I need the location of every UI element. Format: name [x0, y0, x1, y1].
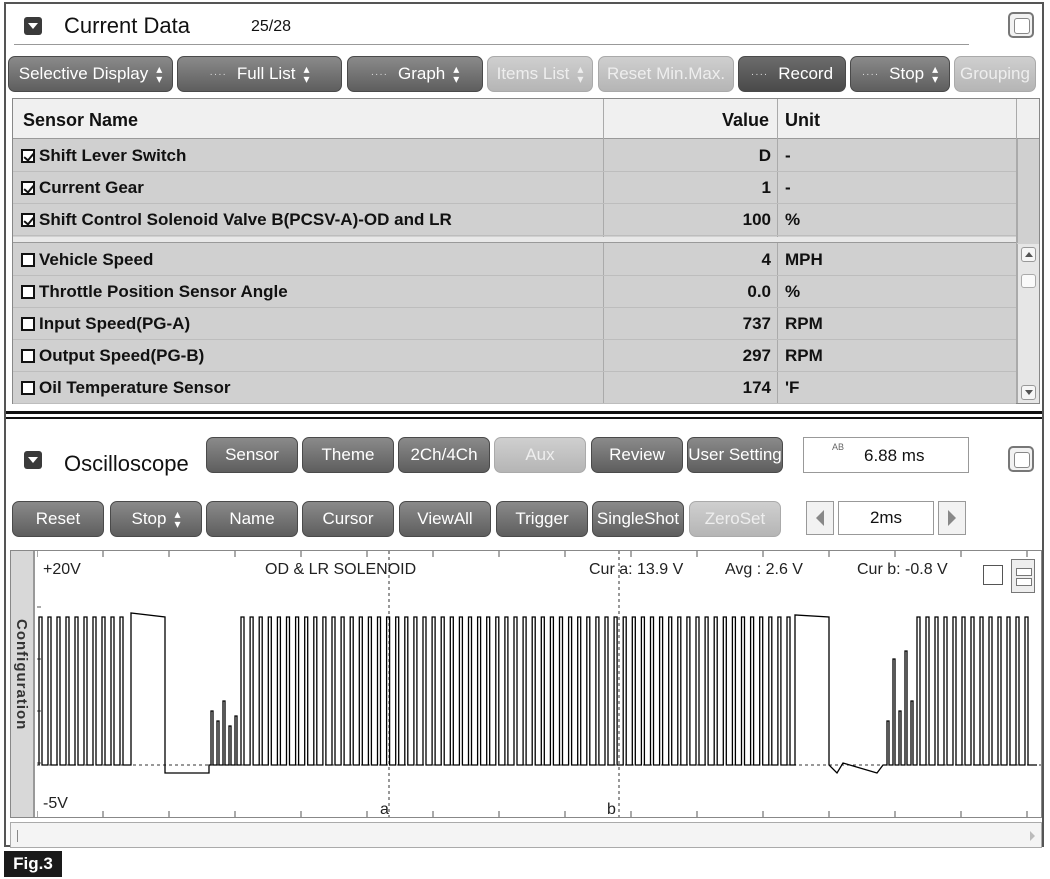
scope-horizontal-scrollbar[interactable]: [10, 822, 1042, 848]
configuration-tab-label: Configuration: [13, 619, 30, 731]
sensor-table: [12, 98, 1040, 404]
sensor-unit: %: [785, 282, 801, 301]
avg-reading: Avg : 2.6 V: [725, 561, 803, 578]
cursor-a-reading: Cur a: 13.9 V: [589, 561, 684, 578]
scan-tool-window: [4, 2, 1044, 847]
name-button[interactable]: [206, 501, 298, 537]
sensor-button[interactable]: [206, 437, 298, 473]
sensor-name: Shift Control Solenoid Valve B(PCSV-A)-OD and LR: [39, 210, 452, 229]
cursor-b-label: b: [607, 801, 616, 818]
configuration-tab[interactable]: [11, 551, 35, 817]
time-delta-value: 6.88 ms: [864, 446, 925, 465]
sensor-value: 174: [742, 378, 771, 397]
grip-dots-icon: ····: [370, 68, 389, 80]
column-header-value[interactable]: Value: [721, 110, 769, 130]
item-count: 25/28: [251, 18, 292, 35]
table-row[interactable]: [13, 308, 1016, 340]
y-max-label: +20V: [43, 561, 81, 578]
sensor-name: Input Speed(PG-A): [39, 314, 191, 333]
theme-button[interactable]: [302, 437, 394, 473]
figure-label: Fig.3: [4, 851, 62, 877]
sensor-name: Throttle Position Sensor Angle: [39, 282, 288, 301]
sensor-value: 1: [761, 178, 771, 197]
scroll-up-icon[interactable]: [1021, 247, 1036, 262]
table-row[interactable]: [13, 172, 1016, 204]
row-checkbox[interactable]: [21, 181, 35, 195]
sensor-value: 100: [742, 210, 771, 229]
review-button[interactable]: [591, 437, 683, 473]
grip-dots-icon: ····: [861, 68, 880, 80]
grip-dots-icon: ····: [750, 68, 769, 80]
aux-button-label: Aux: [525, 445, 555, 464]
cursor-button-label: Cursor: [322, 509, 374, 528]
up-down-arrows-icon: ▴ ▾: [156, 62, 163, 86]
collapse-current-data-button[interactable]: [24, 17, 42, 35]
trigger-button-label: Trigger: [515, 509, 569, 528]
graph-button-label: Graph: [398, 64, 446, 83]
sensor-value: D: [758, 146, 771, 165]
row-checkbox[interactable]: [21, 213, 35, 227]
singleshot-button[interactable]: [592, 501, 684, 537]
items-list-button-label: Items List: [496, 64, 570, 83]
reset-button[interactable]: [12, 501, 104, 537]
singleshot-button-label: SingleShot: [596, 509, 680, 528]
sensor-name: Current Gear: [39, 178, 144, 197]
2ch-4ch-button[interactable]: [398, 437, 490, 473]
viewall-button-label: ViewAll: [417, 509, 473, 528]
name-button-label: Name: [229, 509, 275, 528]
sensor-name: Vehicle Speed: [39, 250, 154, 269]
sensor-unit: -: [785, 146, 791, 165]
current-data-toolbar: [6, 56, 1042, 96]
up-down-arrows-icon: ▴ ▾: [174, 507, 181, 531]
grip-dots-icon: ····: [209, 68, 227, 80]
row-checkbox[interactable]: [21, 317, 35, 331]
table-scrollbar[interactable]: [1017, 244, 1039, 403]
table-row[interactable]: [13, 372, 1016, 404]
trigger-button[interactable]: [496, 501, 588, 537]
grouping-button[interactable]: [954, 56, 1036, 92]
sensor-unit: RPM: [785, 346, 823, 365]
cursor-button[interactable]: [302, 501, 394, 537]
channel-menu-icon[interactable]: [1011, 559, 1035, 593]
sensor-value: 0.0: [747, 282, 771, 301]
table-row[interactable]: [13, 140, 1016, 172]
oscilloscope-title: Oscilloscope: [64, 451, 189, 476]
user-setting-button[interactable]: [687, 437, 783, 473]
items-list-button[interactable]: [487, 56, 593, 92]
row-checkbox[interactable]: [21, 349, 35, 363]
timebase-value: 2ms: [838, 501, 934, 535]
cursor-a-label: a: [380, 801, 389, 818]
full-list-button-label: Full List: [236, 64, 296, 83]
reset-button-label: Reset: [35, 509, 81, 528]
sensor-unit: MPH: [785, 250, 823, 269]
row-checkbox[interactable]: [21, 149, 35, 163]
sensor-value: 737: [742, 314, 771, 333]
sensor-name: Shift Lever Switch: [39, 146, 187, 165]
sensor-value: 297: [742, 346, 771, 365]
table-row[interactable]: [13, 276, 1016, 308]
2ch-4ch-button-label: 2Ch/4Ch: [410, 445, 478, 464]
sensor-unit: -: [785, 178, 791, 197]
theme-button-label: Theme: [321, 445, 375, 464]
table-header: [13, 99, 1039, 139]
table-right-pad: [1017, 139, 1039, 243]
panel-divider[interactable]: [6, 411, 1042, 419]
header-divider: [14, 44, 969, 45]
y-min-label: -5V: [43, 795, 68, 812]
row-checkbox[interactable]: [21, 253, 35, 267]
maximize-current-data-button[interactable]: [1008, 12, 1034, 38]
ab-delta-icon: AB: [832, 442, 845, 452]
sensor-name: Output Speed(PG-B): [39, 346, 205, 365]
stop-button-label: Stop: [889, 64, 925, 83]
up-down-arrows-icon: ▴ ▾: [577, 62, 584, 86]
sensor-name: Oil Temperature Sensor: [39, 378, 231, 397]
reset-min-max-button-label: Reset Min.Max.: [606, 64, 726, 83]
channel-name: OD & LR SOLENOID: [265, 561, 417, 578]
table-row[interactable]: [13, 204, 1016, 236]
selective-display-button[interactable]: [8, 56, 173, 92]
zeroset-button[interactable]: [689, 501, 781, 537]
up-down-arrows-icon: ▴ ▾: [932, 62, 939, 86]
viewall-button[interactable]: [399, 501, 491, 537]
table-row[interactable]: [13, 244, 1016, 276]
scroll-down-icon[interactable]: [1021, 385, 1036, 400]
timebase-increase-icon[interactable]: [938, 501, 966, 535]
sensor-button-label: Sensor: [225, 445, 279, 464]
channel-checkbox[interactable]: [983, 565, 1003, 585]
review-button-label: Review: [609, 445, 665, 464]
scope-plot[interactable]: [37, 551, 1041, 817]
row-checkbox[interactable]: [21, 381, 35, 395]
scroll-thumb[interactable]: [1021, 274, 1036, 288]
selective-display-button-label: Selective Display: [18, 64, 149, 83]
row-checkbox[interactable]: [21, 285, 35, 299]
time-delta-display: [803, 437, 969, 473]
group-separator: [13, 237, 1016, 243]
sensor-unit: 'F: [785, 378, 800, 397]
timebase-decrease-icon[interactable]: [806, 501, 834, 535]
cursor-b-reading: Cur b: -0.8 V: [857, 561, 948, 578]
graph-button[interactable]: [347, 56, 483, 92]
record-button-label: Record: [778, 64, 834, 83]
reset-min-max-button[interactable]: [598, 56, 734, 92]
current-data-title: Current Data: [64, 13, 190, 38]
up-down-arrows-icon: ▴ ▾: [453, 62, 460, 86]
sensor-unit: %: [785, 210, 801, 229]
scope-canvas: [37, 551, 1041, 817]
scope-display: [10, 550, 1042, 818]
table-row[interactable]: [13, 340, 1016, 372]
grouping-button-label: Grouping: [960, 64, 1030, 83]
aux-button[interactable]: [494, 437, 586, 473]
sensor-value: 4: [761, 250, 771, 269]
column-header-sensor-name[interactable]: Sensor Name: [23, 110, 139, 130]
sensor-unit: RPM: [785, 314, 823, 333]
record-button[interactable]: [738, 56, 846, 92]
zeroset-button-label: ZeroSet: [704, 509, 766, 528]
full-list-button[interactable]: [177, 56, 342, 92]
user-setting-button-label: User Setting: [688, 445, 782, 464]
column-header-unit[interactable]: Unit: [785, 110, 820, 130]
stop-button-label: Stop: [131, 509, 167, 528]
oscilloscope-trace: [39, 613, 1037, 773]
stop-button[interactable]: [850, 56, 950, 92]
up-down-arrows-icon: ▴ ▾: [303, 62, 310, 86]
stop-button[interactable]: [110, 501, 202, 537]
current-data-header: [6, 4, 1042, 48]
